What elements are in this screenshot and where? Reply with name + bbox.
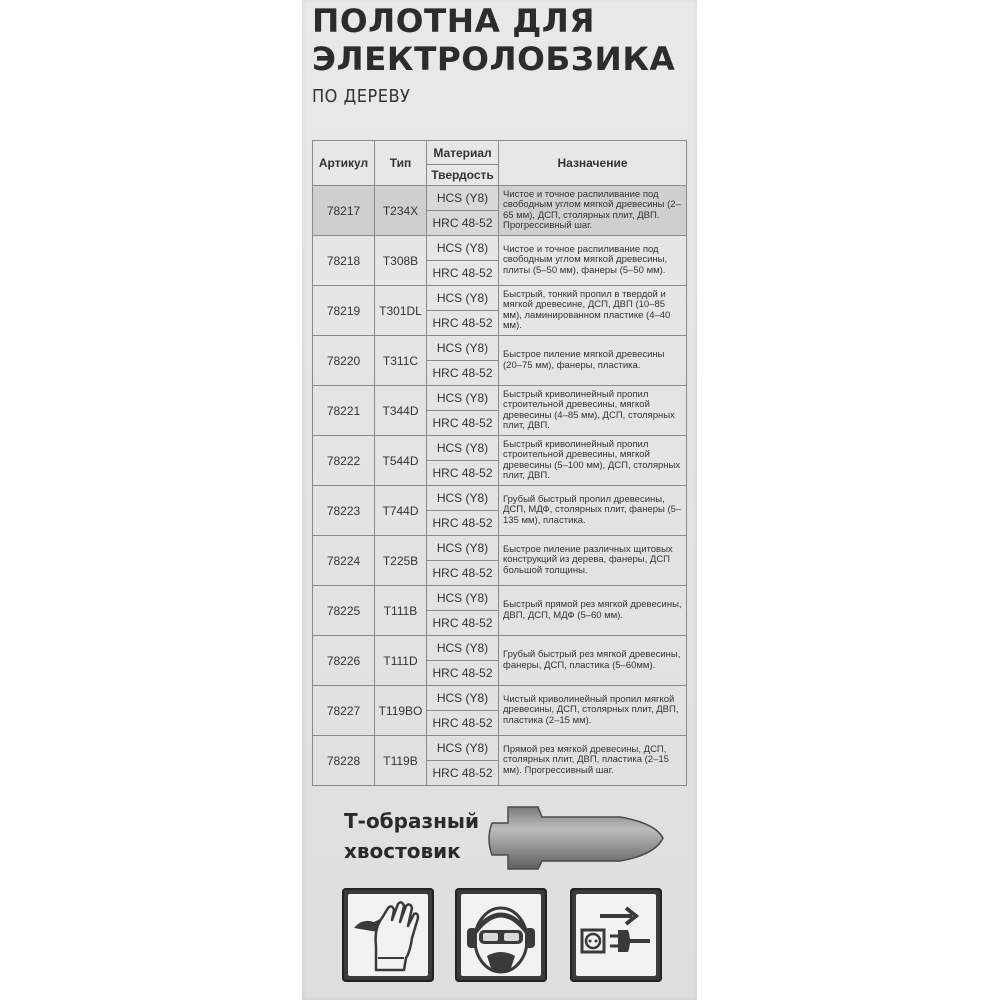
gloves-icon	[342, 888, 434, 982]
cell-article: 78221	[313, 386, 375, 436]
cell-material: HCS (Y8)	[427, 486, 499, 511]
cell-article: 78228	[313, 736, 375, 786]
page-subtitle: ПО ДЕРЕВУ	[312, 86, 411, 107]
cell-material: HCS (Y8)	[427, 586, 499, 611]
cell-type: T308B	[375, 236, 427, 286]
cell-purpose: Быстрый криволинейный пропил строительной древесины, мягкой древесины (5–100 мм), ДСП, столярных плит, ДВП.	[499, 436, 687, 486]
cell-hardness: HRC 48-52	[427, 311, 499, 336]
cell-article: 78225	[313, 586, 375, 636]
blades-table	[312, 140, 687, 786]
title-line-2: ЭЛЕКТРОЛОБЗИКА	[312, 40, 676, 78]
cell-hardness: HRC 48-52	[427, 661, 499, 686]
cell-purpose: Быстрый прямой рез мягкой древесины, ДВП, ДСП, МДФ (5–60 мм).	[499, 586, 687, 636]
cell-type: T544D	[375, 436, 427, 486]
table-row	[313, 186, 687, 211]
cell-article: 78226	[313, 636, 375, 686]
cell-hardness: HRC 48-52	[427, 461, 499, 486]
table-row	[313, 686, 687, 711]
cell-hardness: HRC 48-52	[427, 761, 499, 786]
cell-hardness: HRC 48-52	[427, 511, 499, 536]
blades-table-container	[312, 140, 686, 786]
table-row	[313, 386, 687, 411]
title-line-1: ПОЛОТНА ДЛЯ	[312, 2, 596, 40]
cell-purpose: Грубый быстрый пропил древесины, ДСП, МДФ, столярных плит, фанеры (5–135 мм), пластика.	[499, 486, 687, 536]
cell-article: 78224	[313, 536, 375, 586]
cell-hardness: HRC 48-52	[427, 711, 499, 736]
cell-purpose: Быстрое пиление различных щитовых конструкций из дерева, фанеры, ДСП большой толщины.	[499, 536, 687, 586]
cell-purpose: Чистый криволинейный пропил мягкой древесины, ДСП, столярных плит, ДВП, пластика (2–15 мм).	[499, 686, 687, 736]
cell-hardness: HRC 48-52	[427, 361, 499, 386]
cell-type: T234X	[375, 186, 427, 236]
page-title	[312, 2, 675, 78]
cell-material: HCS (Y8)	[427, 236, 499, 261]
cell-type: T119BO	[375, 686, 427, 736]
cell-article: 78220	[313, 336, 375, 386]
cell-material: HCS (Y8)	[427, 636, 499, 661]
cell-material: HCS (Y8)	[427, 436, 499, 461]
shank-label-line-1: Т-образный	[344, 809, 479, 833]
table-row	[313, 486, 687, 511]
t-shank-icon	[480, 803, 670, 873]
safety-goggles-respirator-icon	[455, 888, 547, 982]
cell-hardness: HRC 48-52	[427, 261, 499, 286]
cell-material: HCS (Y8)	[427, 186, 499, 211]
header-material: Материал	[427, 141, 499, 165]
header-type: Тип	[375, 141, 427, 186]
cell-type: T111B	[375, 586, 427, 636]
cell-purpose: Грубый быстрый рез мягкой древесины, фанеры, ДСП, пластика (5–60мм).	[499, 636, 687, 686]
table-body	[313, 186, 687, 786]
cell-material: HCS (Y8)	[427, 286, 499, 311]
header-purpose: Назначение	[499, 141, 687, 186]
cell-article: 78223	[313, 486, 375, 536]
cell-material: HCS (Y8)	[427, 386, 499, 411]
cell-purpose: Прямой рез мягкой древесины, ДСП, столярных плит, ДВП, пластика (2–15 мм). Прогрессивный шаг.	[499, 736, 687, 786]
cell-purpose: Быстрый криволинейный пропил строительной древесины, мягкой древесины (4–85 мм), ДСП, столярных плит, ДВП.	[499, 386, 687, 436]
cell-type: T111D	[375, 636, 427, 686]
header-hardness: Твердость	[427, 165, 499, 186]
table-row	[313, 586, 687, 611]
cell-purpose: Быстрое пиление мягкой древесины (20–75 мм), фанеры, пластика.	[499, 336, 687, 386]
table-row	[313, 336, 687, 361]
table-row	[313, 236, 687, 261]
shank-label-line-2: хвостовик	[344, 839, 461, 863]
unplug-power-icon	[570, 888, 662, 982]
cell-article: 78219	[313, 286, 375, 336]
shank-label	[344, 806, 479, 866]
cell-article: 78227	[313, 686, 375, 736]
table-row	[313, 636, 687, 661]
cell-hardness: HRC 48-52	[427, 211, 499, 236]
cell-purpose: Быстрый, тонкий пропил в твердой и мягкой древесине, ДСП, ДВП (10–85 мм), ламинированном пластике (4–40 мм).	[499, 286, 687, 336]
cell-hardness: HRC 48-52	[427, 611, 499, 636]
cell-article: 78222	[313, 436, 375, 486]
cell-material: HCS (Y8)	[427, 686, 499, 711]
cell-purpose: Чистое и точное распиливание под свободным углом мягкой древесины (2–65 мм), ДСП, столярных плит, ДВП. Прогрессивный шаг.	[499, 186, 687, 236]
cell-material: HCS (Y8)	[427, 336, 499, 361]
cell-type: T344D	[375, 386, 427, 436]
table-row	[313, 286, 687, 311]
cell-type: T225B	[375, 536, 427, 586]
cell-material: HCS (Y8)	[427, 736, 499, 761]
cell-material: HCS (Y8)	[427, 536, 499, 561]
cell-type: T744D	[375, 486, 427, 536]
cell-type: T119B	[375, 736, 427, 786]
table-row	[313, 536, 687, 561]
cell-type: T311C	[375, 336, 427, 386]
cell-article: 78217	[313, 186, 375, 236]
cell-article: 78218	[313, 236, 375, 286]
table-row	[313, 436, 687, 461]
cell-type: T301DL	[375, 286, 427, 336]
product-label-card	[302, 0, 697, 1000]
header-article: Артикул	[313, 141, 375, 186]
cell-hardness: HRC 48-52	[427, 411, 499, 436]
cell-hardness: HRC 48-52	[427, 561, 499, 586]
table-row	[313, 736, 687, 761]
cell-purpose: Чистое и точное распиливание под свободным углом мягкой древесины, плиты (5–50 мм), фанеры (5–50 мм).	[499, 236, 687, 286]
